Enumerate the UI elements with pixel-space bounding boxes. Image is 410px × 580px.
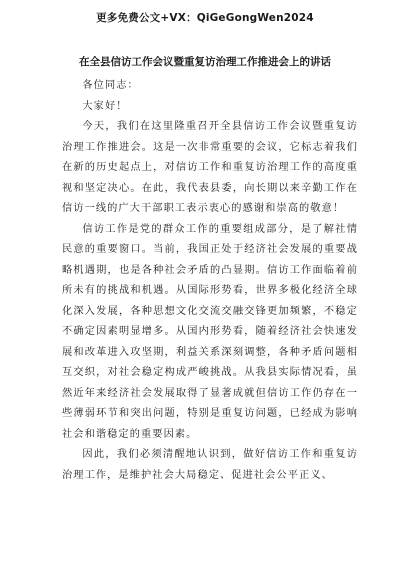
greeting: 大家好！ bbox=[82, 100, 128, 112]
promo-banner: 更多免费公文+VX：QiGeGongWen2024 bbox=[96, 12, 314, 24]
body-paragraph: 因此，我们必须清醒地认识到，做好信访工作和重复访治理工作，是维护社会大局稳定、促进社会公平正义、 bbox=[62, 449, 358, 481]
body-paragraph: 今天，我们在这里隆重召开全县信访工作会议暨重复访治理工作推进会。这是一次非常重要的会议，它标志着我们在新的历史起点上，对信访工作和重复访治理工作的高度重视和坚定决心。在此，我代表县委，向长期以来辛勤工作在信访一线的广大干部职工表示衷心的感谢和崇高的敬意！ bbox=[62, 121, 358, 214]
document-body bbox=[62, 76, 358, 486]
document-title: 在全县信访工作会议暨重复访治理工作推进会上的讲话 bbox=[79, 56, 331, 68]
body-paragraph: 信访工作是党的群众工作的重要组成部分，是了解社情民意的重要窗口。当前，我国正处于经济社会发展的重要战略机遇期，也是各种社会矛盾的凸显期。信访工作面临着前所未有的挑战和机遇。从国际形势看，世界多极化经济全球化深入发展，各种思想文化交流交融交锋更加频繁，不稳定不确定因素明显增多。从国内形势看，随着经济社会快速发展和改革进入攻坚期，利益关系深刻调整，各种矛盾问题相互交织，对社会稳定构成严峻挑战。从我县实际情况看，虽然近年来经济社会发展取得了显著成就但信访工作仍存在一些薄弱环节和突出问题，特别是重复访问题，已经成为影响社会和谐稳定的重要因素。 bbox=[62, 223, 358, 440]
salutation: 各位同志： bbox=[82, 80, 139, 91]
